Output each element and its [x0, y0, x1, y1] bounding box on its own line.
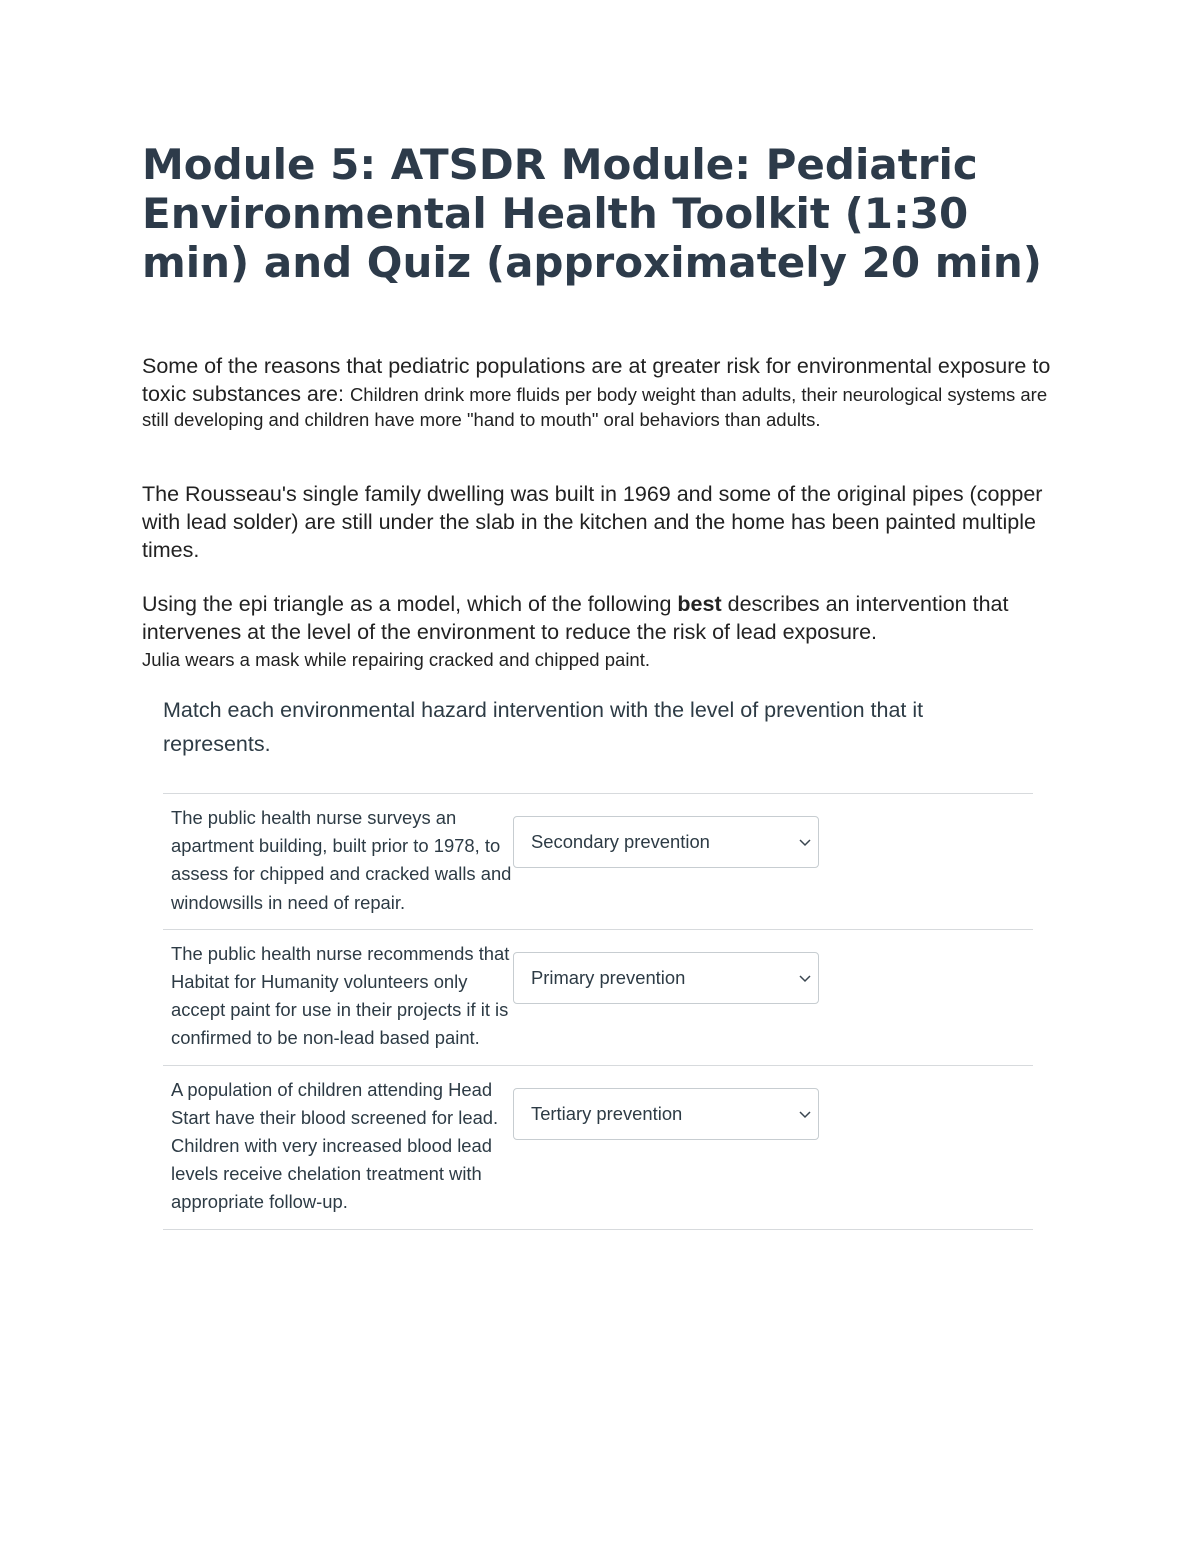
prevention-select[interactable] — [513, 952, 819, 1004]
chevron-down-icon — [798, 971, 812, 985]
matching-prompt: Match each environmental hazard intervention with the level of prevention that it represents. — [163, 698, 924, 756]
prevention-select[interactable] — [513, 1088, 819, 1140]
matching-row — [163, 930, 1033, 1066]
page-title: Module 5: ATSDR Module: Pediatric Environmental Health Toolkit (1:30 min) and Quiz (approximately 20 min) — [142, 140, 1042, 287]
intro-paragraph — [142, 352, 1052, 432]
prevention-select-value: Secondary prevention — [531, 831, 710, 852]
matching-row — [163, 794, 1033, 930]
question-paragraph — [142, 590, 1052, 673]
matching-table — [163, 793, 1033, 1230]
prevention-select[interactable] — [513, 816, 819, 868]
question-answer: Julia wears a mask while repairing cracked and chipped paint. — [142, 649, 650, 670]
prevention-select-value: Primary prevention — [531, 966, 686, 988]
matching-row-text: A population of children attending Head Start have their blood screened for lead. Children with very increased blood lead levels receive chelation treatment with appropriate follow-up. — [171, 1078, 499, 1213]
scenario-paragraph: The Rousseau's single family dwelling was built in 1969 and some of the original pipes (copper with lead solder) are still under the slab in the kitchen and the home has been painted multiple times. — [142, 482, 1043, 562]
matching-row-text: The public health nurse surveys an apartment building, built prior to 1978, to assess for chipped and cracked walls and windowsills in need of repair. — [171, 807, 512, 913]
chevron-down-icon — [798, 1107, 812, 1121]
question-after: describes an intervention that intervenes at the level of the environment to reduce the risk of lead exposure. — [142, 592, 1009, 644]
question-before: Using the epi triangle as a model, which of the following — [142, 592, 678, 616]
matching-row — [163, 1066, 1033, 1230]
chevron-down-icon — [798, 835, 812, 849]
prevention-select-value: Tertiary prevention — [531, 1102, 683, 1124]
question-emphasis: best — [677, 592, 722, 616]
intro-lead: Some of the reasons that pediatric populations are at greater risk for environmental exposure to toxic substances are: — [142, 354, 1051, 406]
intro-answer: Children drink more fluids per body weight than adults, their neurological systems are still developing and children have more "hand to mouth" oral behaviors than adults. — [142, 384, 1048, 430]
matching-row-text: The public health nurse recommends that Habitat for Humanity volunteers only accept paint for use in their projects if it is confirmed to be non-lead based paint. — [171, 942, 510, 1049]
